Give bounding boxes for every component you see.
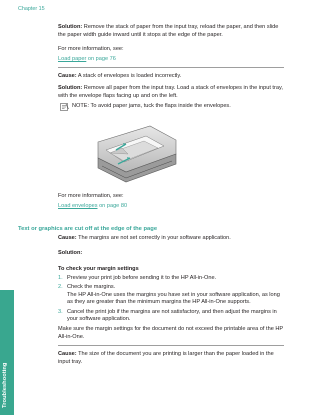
load-paper-link[interactable]: Load paper xyxy=(58,56,87,62)
step-text: Cancel the print job if the margins are not satisfactory, and then adjust the margins in your software application. xyxy=(67,309,277,323)
check-margins-heading: To check your margin settings xyxy=(58,266,139,272)
step-number: 3. xyxy=(58,309,63,315)
load-envelopes-page: on page 80 xyxy=(97,203,128,209)
step-number: 1. xyxy=(58,275,63,281)
solution-label: Solution: xyxy=(58,85,83,91)
divider xyxy=(58,345,284,346)
cause-paragraph-4 xyxy=(58,351,284,366)
more-info-2: For more information, see: xyxy=(58,193,124,199)
solution-text: Remove the stack of paper from the input tray, reload the paper, and then slide the paper width guide inward until it stops at the edge of the paper. xyxy=(58,24,279,38)
more-info-1: For more information, see: xyxy=(58,46,124,52)
load-envelopes-link[interactable]: Load envelopes xyxy=(58,203,98,209)
load-paper-ref xyxy=(58,56,284,64)
cause-paragraph-2 xyxy=(58,73,284,81)
cause-label: Cause: xyxy=(58,235,77,241)
solution-paragraph-1 xyxy=(58,24,284,39)
cause-text: A stack of envelopes is loaded incorrectly. xyxy=(77,73,182,79)
divider xyxy=(58,67,284,68)
note-label: NOTE: xyxy=(72,103,90,109)
load-envelopes-ref xyxy=(58,203,284,211)
cause-label: Cause: xyxy=(58,73,77,79)
solution-label: Solution: xyxy=(58,24,83,30)
step-text: Check the margins. xyxy=(67,284,116,290)
step-detail: The HP All-in-One uses the margins you have set in your software application, as long as they are greater than the minimum margins the HP All-in-One supports. xyxy=(67,292,280,306)
chapter-header: Chapter 15 xyxy=(18,6,45,12)
note-paragraph xyxy=(72,103,284,111)
note-icon xyxy=(60,103,69,111)
envelope-loading-illustration xyxy=(92,120,180,190)
cause-label: Cause: xyxy=(58,351,77,357)
solution-text: Remove all paper from the input tray. Load a stack of envelopes in the input tray, with the envelope flaps facing up and on the left. xyxy=(58,85,283,99)
sidebar-label: Troubleshooting xyxy=(2,362,8,408)
cause-text: The size of the document you are printing is larger than the paper loaded in the input tray. xyxy=(58,351,274,365)
solution-label-3: Solution: xyxy=(58,250,83,256)
step-number: 2. xyxy=(58,284,63,290)
cause-paragraph-3 xyxy=(58,235,284,243)
step-text: Preview your print job before sending it to the HP All-in-One. xyxy=(67,275,217,281)
load-paper-page: on page 76 xyxy=(86,56,116,62)
section-title: Text or graphics are cut off at the edge of the page xyxy=(18,226,158,232)
closing-paragraph: Make sure the margin settings for the document do not exceed the printable area of the HP All-in-One. xyxy=(58,326,284,340)
solution-paragraph-2 xyxy=(58,85,284,100)
cause-text: The margins are not set correctly in your software application. xyxy=(78,235,231,241)
note-text: To avoid paper jams, tuck the flaps inside the envelopes. xyxy=(90,103,231,109)
